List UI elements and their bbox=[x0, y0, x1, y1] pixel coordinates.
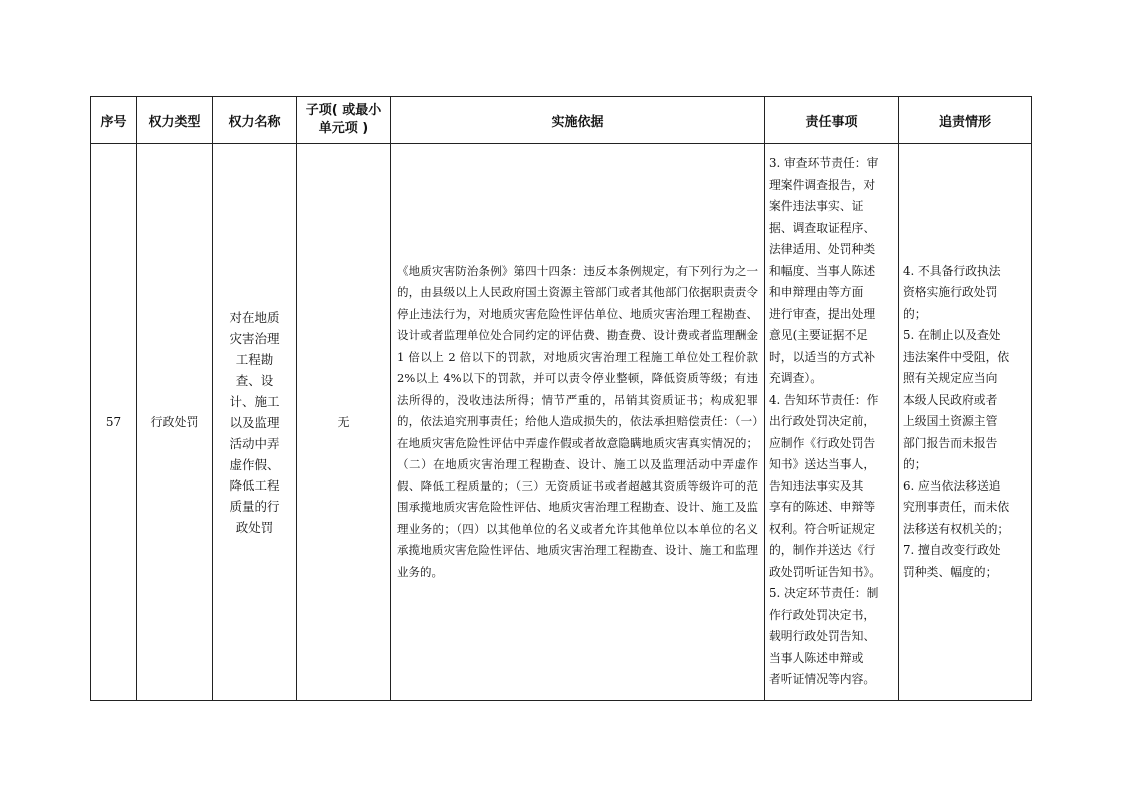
liability-line: 本级人民政府或者 bbox=[903, 392, 998, 407]
liability-line: 的； bbox=[903, 306, 927, 321]
header-duty: 责任事项 bbox=[765, 97, 899, 144]
power-list-table bbox=[90, 96, 1032, 701]
duty-line: 理案件调查报告，对 bbox=[769, 177, 876, 192]
header-liability: 追责情形 bbox=[899, 97, 1032, 144]
duty-line: 5. 决定环节责任：制 bbox=[769, 586, 879, 601]
duty-line: 出行政处罚决定前， bbox=[769, 414, 876, 429]
duty-line: 权利。符合听证规定 bbox=[769, 521, 876, 536]
duty-line: 的，制作并送达《行 bbox=[769, 543, 876, 558]
document-table-wrapper bbox=[90, 96, 1031, 701]
liability-line: 资格实施行政处罚 bbox=[903, 285, 998, 300]
header-sub-item: 子项( 或最小单元项 ) bbox=[297, 97, 391, 144]
duty-line: 和幅度、当事人陈述 bbox=[769, 263, 876, 278]
liability-line: 究刑事责任，而未依 bbox=[903, 500, 1010, 515]
duty-line: 3. 审查环节责任：审 bbox=[769, 156, 879, 171]
header-power-name: 权力名称 bbox=[213, 97, 297, 144]
liability-line: 照有关规定应当向 bbox=[903, 371, 998, 386]
table-header-row bbox=[91, 97, 1032, 144]
duty-line: 作行政处罚决定书， bbox=[769, 607, 876, 622]
header-seq: 序号 bbox=[91, 97, 137, 144]
header-basis: 实施依据 bbox=[391, 97, 765, 144]
duty-line: 者听证情况等内容。 bbox=[769, 672, 876, 687]
liability-line: 5. 在制止以及查处 bbox=[903, 328, 1001, 343]
cell-seq: 57 bbox=[91, 144, 137, 701]
liability-line: 的； bbox=[903, 457, 927, 472]
duty-line: 法律适用、处罚种类 bbox=[769, 242, 876, 257]
duty-line: 应制作《行政处罚告 bbox=[769, 435, 876, 450]
liability-line: 罚种类、幅度的； bbox=[903, 564, 998, 579]
duty-line: 据、调查取证程序、 bbox=[769, 220, 876, 235]
duty-line: 和申辩理由等方面 bbox=[769, 285, 864, 300]
duty-line: 当事人陈述申辩或 bbox=[769, 650, 864, 665]
liability-line: 违法案件中受阻，依 bbox=[903, 349, 1010, 364]
liability-line: 法移送有权机关的； bbox=[903, 521, 1010, 536]
cell-duty bbox=[765, 144, 899, 701]
duty-line: 知书》送达当事人， bbox=[769, 457, 876, 472]
header-power-type: 权力类型 bbox=[137, 97, 213, 144]
duty-line: 意见(主要证据不足 bbox=[769, 328, 868, 343]
cell-basis: 《地质灾害防治条例》第四十四条：违反本条例规定，有下列行为之一的，由县级以上人民政府国土资源主管部门或者其他部门依据职责责令停止违法行为，对地质灾害危险性评估单位、地质灾害治理工程勘查、设计或者监理单位处合同约定的评估费、勘查费、设计费或者监理酬金 1 倍以上 2 倍以下的罚款，对地质灾害治理工程施工单位处工程价款 2%以上 4%以下的罚款，并可以责令停业整顿，降低资质等级；有违法所得的，没收违法所得；情节严重的，吊销其资质证书；构成犯罪的，依法追究刑事责任；给他人造成损失的，依法承担赔偿责任：（一）在地质灾害危险性评估中弄虚作假或者故意隐瞒地质灾害真实情况的；（二）在地质灾害治理工程勘查、设计、施工以及监理活动中弄虚作假、降低工程质量的；（三）无资质证书或者超越其资质等级许可的范围承揽地质灾害危险性评估、地质灾害治理工程勘查、设计、施工及监理业务的；（四）以其他单位的名义或者允许其他单位以本单位的名义承揽地质灾害危险性评估、地质灾害治理工程勘查、设计、施工和监理业务的。 bbox=[391, 144, 765, 701]
duty-line: 4. 告知环节责任：作 bbox=[769, 392, 879, 407]
cell-power-type: 行政处罚 bbox=[137, 144, 213, 701]
liability-line: 4. 不具备行政执法 bbox=[903, 263, 1001, 278]
duty-line: 告知违法事实及其 bbox=[769, 478, 864, 493]
cell-power-name: 对在地质灾害治理工程勘查、设计、施工以及监理活动中弄虚作假、降低工程质量的行政处罚 bbox=[213, 144, 297, 701]
liability-line: 6. 应当依法移送追 bbox=[903, 478, 1001, 493]
duty-line: 案件违法事实、证 bbox=[769, 199, 864, 214]
cell-liability bbox=[899, 144, 1032, 701]
liability-line: 部门报告而未报告 bbox=[903, 435, 998, 450]
duty-line: 载明行政处罚告知、 bbox=[769, 629, 876, 644]
cell-sub-item: 无 bbox=[297, 144, 391, 701]
duty-line: 政处罚听证告知书》。 bbox=[769, 564, 882, 579]
duty-line: 充调查）。 bbox=[769, 371, 823, 386]
liability-line: 7. 擅自改变行政处 bbox=[903, 543, 1001, 558]
duty-line: 时，以适当的方式补 bbox=[769, 349, 876, 364]
liability-line: 上级国土资源主管 bbox=[903, 414, 998, 429]
table-row bbox=[91, 144, 1032, 701]
duty-line: 进行审查，提出处理 bbox=[769, 306, 876, 321]
duty-line: 享有的陈述、申辩等 bbox=[769, 500, 876, 515]
